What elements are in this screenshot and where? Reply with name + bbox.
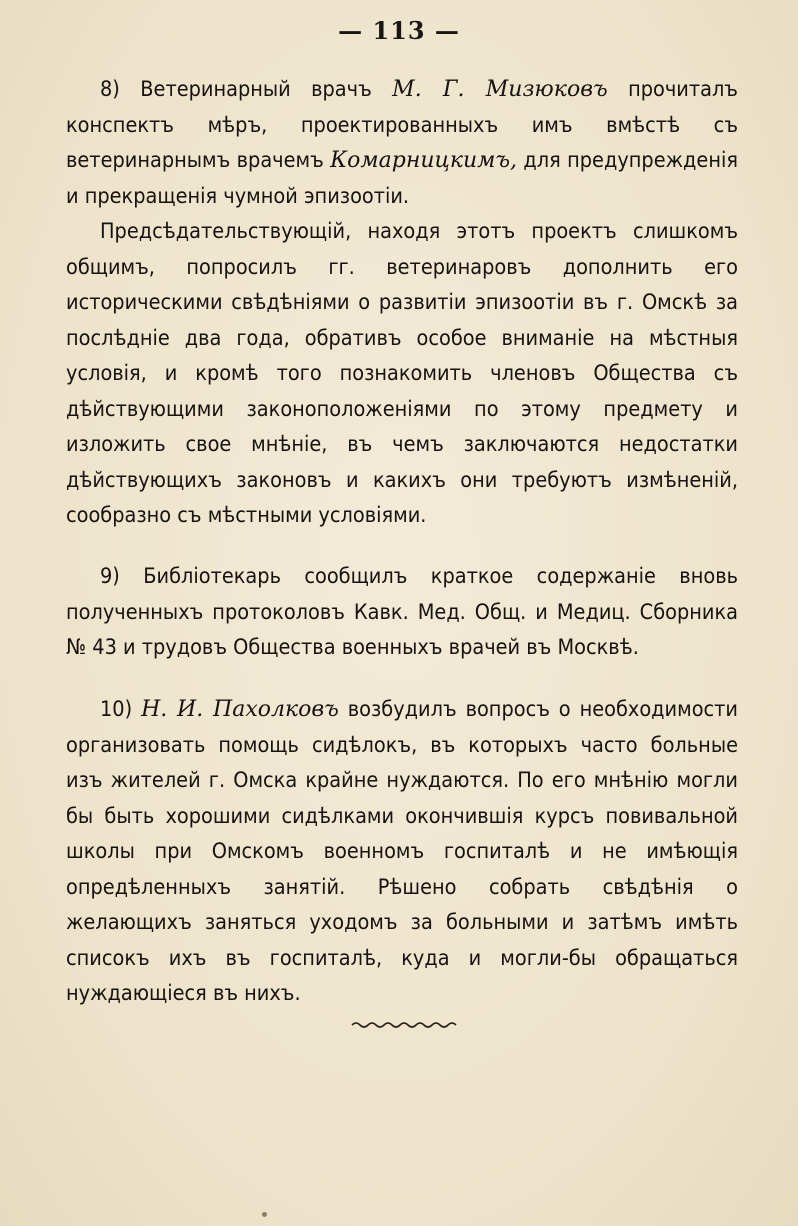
- paragraph-8-text-3: для предупрежденія и прекращенія чумной эпизоотіи.: [66, 148, 738, 209]
- paragraph-chairman: [66, 214, 738, 534]
- page-number: — 113 —: [338, 16, 460, 45]
- paragraph-chairman-text: Предсѣдательствующій, находя этотъ проектъ слишкомъ общимъ, попросилъ гг. ветеринаровъ дополнить его историческими свѣдѣніями о развитіи эпизоотіи въ г. Омскѣ за послѣдніе два года, обративъ особое вниманіе на мѣстныя условія, и кромѣ того познакомить членовъ Общества съ дѣйствующими законоположеніями по этому предмету и изложить свое мнѣніе, въ чемъ заключаются недостатки дѣйствующихъ законовъ и какихъ они требуютъ измѣненій, сообразно съ мѣстными условіями.: [66, 219, 738, 528]
- paragraph-10-number: 10): [100, 697, 133, 722]
- person-name-pakholkov: Н. И. Пахолковъ: [141, 697, 339, 722]
- person-name-komarnitsky: Комарницкимъ,: [330, 148, 518, 173]
- person-name-mizyukov: М. Г. Мизюковъ: [392, 77, 608, 102]
- paragraph-8-text: [66, 72, 738, 214]
- paragraph-8-text-1: Ветеринарный врачъ: [140, 77, 372, 102]
- paragraph-10-text: [66, 692, 738, 1012]
- paragraph-9-text: 9) Библіотекарь сообщилъ краткое содержаніе вновь полученныхъ протоколовъ Кавк. Мед. Общ. и Медиц. Сборника № 43 и трудовъ Общества военныхъ врачей въ Москвѣ.: [66, 564, 738, 660]
- paragraph-8-text-2: прочиталъ конспектъ мѣръ, проектированныхъ имъ вмѣстѣ съ ветеринарнымъ врачемъ: [66, 77, 738, 173]
- paragraph-10-body: возбудилъ вопросъ о необходимости организовать помощь сидѣлокъ, въ которыхъ часто больные изъ жителей г. Омска крайне нуждаются. По его мнѣнію могли бы быть хорошими сидѣлками окончившія курсъ повивальной школы при Омскомъ военномъ госпиталѣ и не имѣющія опредѣленныхъ занятій. Рѣшено собрать свѣдѣнія о желающихъ заняться уходомъ за больными и затѣмъ имѣть списокъ ихъ въ госпиталѣ, куда и могли-бы обращаться нуждающіеся въ нихъ.: [66, 697, 738, 1006]
- paragraph-10: [66, 692, 738, 1012]
- paper-speck: [262, 1212, 267, 1217]
- paragraph-8: [66, 72, 738, 214]
- paragraph-8-number: 8): [100, 77, 120, 102]
- wavy-divider-ornament: [350, 1018, 460, 1032]
- paragraph-9: [66, 559, 738, 666]
